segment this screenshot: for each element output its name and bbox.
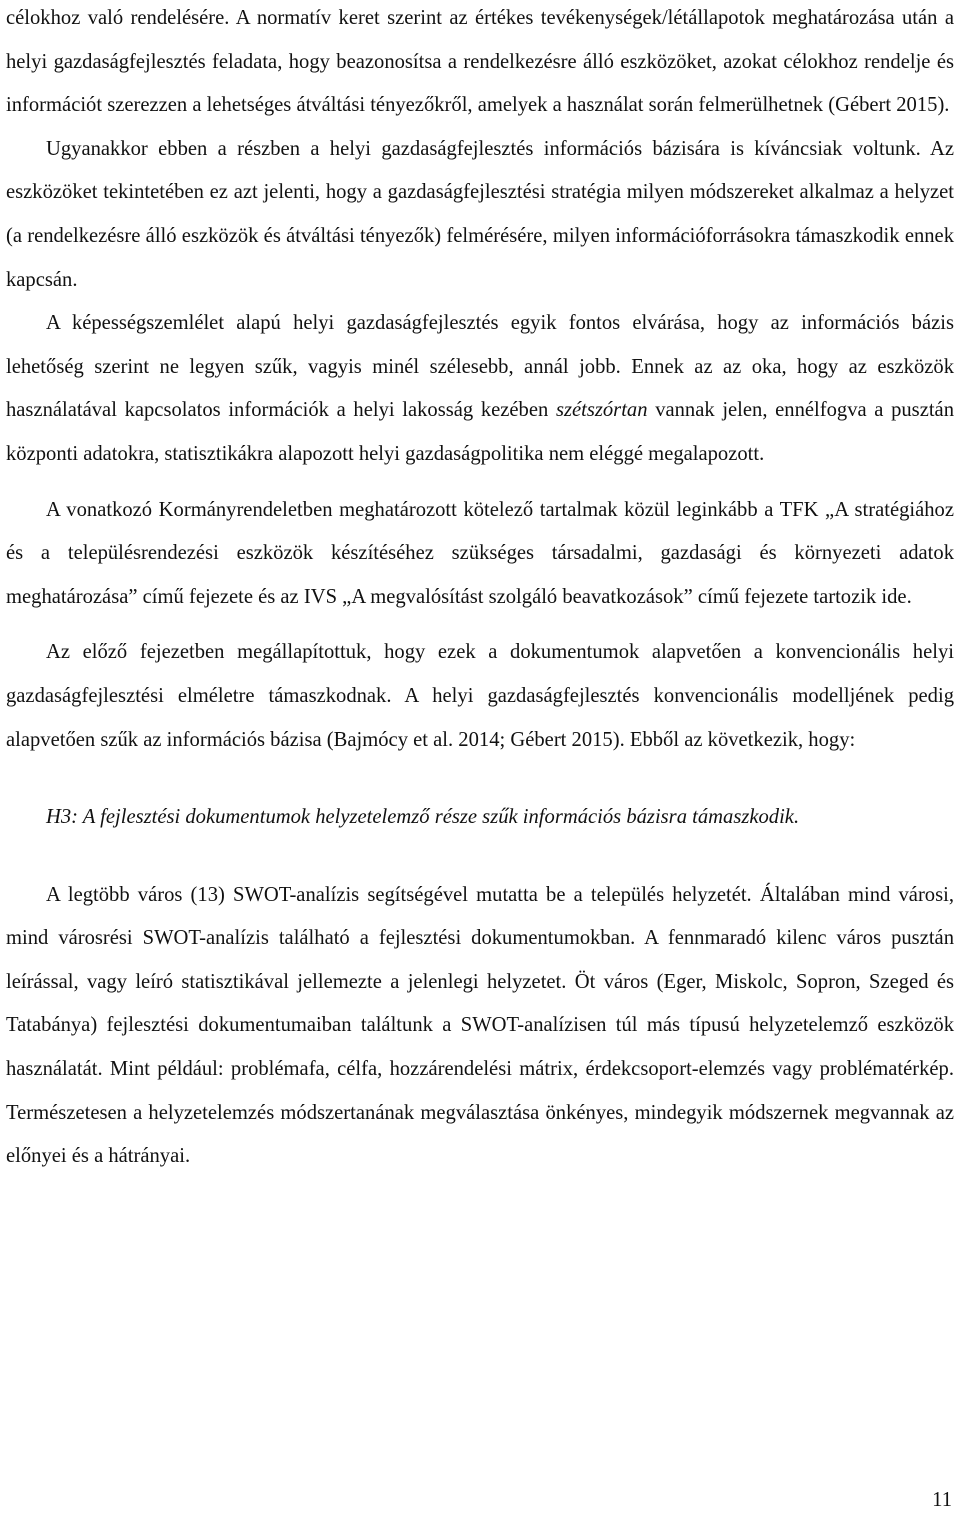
paragraph-text: A képességszemlélet alapú helyi gazdaságfejlesztés egyik fontos elvárása, hogy az információs bázis lehetőség szerint ne legyen szűk, vagyis minél szélesebb, annál jobb. Ennek az az oka, hogy az eszközök használatával kapcsolatos információk a helyi lakosság kezében [6, 312, 954, 422]
paragraph-government-decree: A vonatkozó Kormányrendeletben meghatározott kötelező tartalmak közül leginkább a TFK „A stratégiához és a településrendezési eszközök készítéséhez szükséges társadalmi, gazdasági és környezeti adatok meghatározása” című fejezete és az IVS „A megvalósítást szolgáló beavatkozások” című fejezete tartozik ide. [6, 498, 954, 608]
paragraph-swot-analysis: A legtöbb város (13) SWOT-analízis segítségével mutatta be a település helyzetét. Általában mind városi, mind városrési SWOT-analízis található a fejlesztési dokumentumokban. A fennmaradó kilenc város pusztán leírással, vagy leíró statisztikával jellemezte a jelenlegi helyzetet. Öt város (Eger, Miskolc, Sopron, Szeged és Tatabánya) fejlesztési dokumentumaiban találtunk a SWOT-analízisen túl más típusú helyzetelemző eszközök használatát. Mint például: problémafa, célfa, hozzárendelési mátrix, érdekcsoport-elemzés vagy problématérkép. Természetesen a helyzetelemzés módszertanának megválasztása önkényes, mindegyik módszernek megvannak az előnyei és a hátrányai. [6, 883, 954, 1168]
paragraph-capability-approach [6, 302, 954, 476]
emphasis-text: szétszórtan [555, 399, 648, 422]
paragraph-information-base: Ugyanakkor ebben a részben a helyi gazdaságfejlesztés információs bázisára is kíváncsiak voltunk. Az eszközöket tekintetében ez azt jelenti, hogy a gazdaságfejlesztési stratégia milyen módszereket alkalmaz a helyzet (a rendelkezésre álló eszközök és átváltási tényezők) felmérésére, milyen információforrásokra támaszkodik ennek kapcsán. [6, 137, 954, 291]
paragraph-continued: célokhoz való rendelésére. A normatív keret szerint az értékes tevékenységek/létállapotok meghatározása után a helyi gazdaságfejlesztés feladata, hogy beazonosítsa a rendelkezésre álló eszközöket, azokat célokhoz rendelje és információt szerezzen a lehetséges átváltási tényezőkről, amelyek a használat során felmerülhetnek (Gébert 2015). [6, 7, 954, 117]
paragraph-previous-chapter: Az előző fejezetben megállapítottuk, hogy ezek a dokumentumok alapvetően a konvencionális helyi gazdaságfejlesztési elméletre támaszkodnak. A helyi gazdaságfejlesztés konvencionális modelljének pedig alapvetően szűk az információs bázisa (Bajmócy et al. 2014; Gébert 2015). Ebből az következik, hogy: [6, 641, 954, 751]
page-number: 11 [932, 1489, 952, 1511]
document-page [6, 0, 954, 1179]
paragraph-text: vannak jelen, ennélfogva a pusztán központi adatokra, statisztikákra alapozott helyi gazdaságpolitika nem eléggé megalapozott. [6, 399, 954, 465]
hypothesis-h3: H3: A fejlesztési dokumentumok helyzetelemző része szűk információs bázisra támaszkodik. [46, 806, 800, 829]
